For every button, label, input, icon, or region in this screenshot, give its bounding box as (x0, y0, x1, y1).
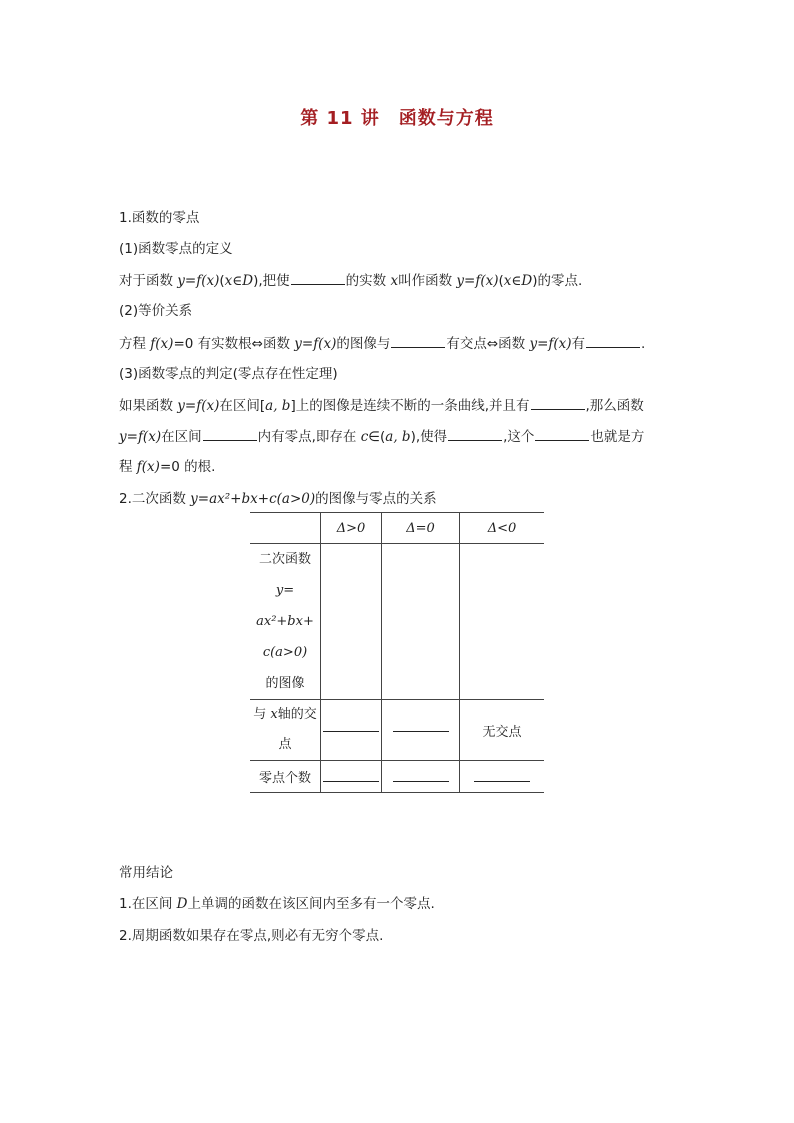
fill-blank (391, 333, 445, 348)
text: 点 (278, 737, 292, 752)
table-header-row (250, 513, 544, 544)
delta-label: Δ<0 (487, 520, 517, 536)
math-expr: f(x) (136, 459, 160, 475)
common-conclusions-heading: 常用结论 (119, 865, 173, 881)
math-expr: c(a>0) (262, 645, 308, 660)
math-expr: y=f(x) (294, 336, 337, 352)
text: 对于函数 (119, 273, 178, 289)
fill-blank (531, 395, 585, 410)
text: 有 (571, 336, 586, 352)
table-row-graph (250, 544, 544, 700)
math-expr: x∈D (224, 273, 254, 289)
section-1-heading: 1.函数的零点 (119, 210, 200, 226)
fill-blank (448, 426, 502, 441)
delta-label: Δ>0 (336, 520, 366, 536)
subsection-equivalence: (2)等价关系 (119, 303, 193, 319)
table-header-cell (321, 513, 382, 544)
subsection-definition: (1)函数零点的定义 (119, 241, 233, 257)
fill-blank (323, 767, 379, 782)
text: 叫作函数 (398, 273, 457, 289)
definition-text (119, 270, 582, 291)
equivalence-text (119, 333, 645, 354)
delta-label: Δ=0 (406, 520, 435, 536)
table-header-cell (382, 513, 460, 544)
math-var: c (360, 429, 369, 445)
math-expr: y=ax²+bx+c(a>0) (190, 491, 316, 507)
text: 在区间 (161, 429, 202, 445)
math-expr: a, b (385, 429, 411, 445)
math-var: x (270, 707, 278, 722)
row-label-line (250, 700, 320, 730)
math-expr: x∈D (503, 273, 533, 289)
text: ),把使 (253, 273, 290, 289)
fill-blank (586, 333, 640, 348)
table-cell (382, 544, 460, 700)
math-expr: y=f(x) (119, 429, 162, 445)
math-var: x (390, 273, 399, 289)
text: 二次函数 (258, 552, 311, 567)
table-row-intersections (250, 700, 544, 761)
text: 的图像与零点的关系 (315, 491, 437, 507)
text: ,这个 (503, 429, 535, 445)
fill-blank (291, 270, 345, 285)
fill-blank (474, 767, 530, 782)
text: ,那么函数 (585, 398, 644, 414)
row-label-intersections (250, 700, 321, 761)
table-cell (321, 544, 382, 700)
text: )的零点. (532, 273, 583, 289)
text: . (641, 336, 646, 352)
page-title: 第 11 讲 函数与方程 (300, 108, 494, 129)
text: 在区间[ (219, 398, 266, 414)
table-cell (382, 761, 460, 793)
theorem-text-line-2 (119, 426, 644, 447)
text: 轴的交 (277, 707, 317, 722)
theorem-text-line-1 (119, 395, 644, 416)
text: 内有零点,即存在 (257, 429, 361, 445)
text: 程 (119, 459, 137, 475)
table-cell (321, 761, 382, 793)
conclusion-2: 2.周期函数如果存在零点,则必有无穷个零点. (119, 928, 384, 944)
math-expr: y=f(x) (177, 273, 220, 289)
table-header-cell (460, 513, 545, 544)
quadratic-zero-table (250, 512, 544, 793)
math-expr: a, b (265, 398, 291, 414)
text: 与 (253, 707, 271, 722)
text: =0 的根. (159, 459, 216, 475)
fill-blank (393, 767, 449, 782)
text: ( (498, 273, 504, 289)
text: 1.在区间 (119, 896, 177, 912)
math-expr: f(x) (150, 336, 174, 352)
math-expr: y=f(x) (456, 273, 499, 289)
math-expr: ax²+bx+ (256, 614, 314, 629)
math-expr: y=f(x) (177, 398, 220, 414)
text: 有交点⇔函数 (446, 336, 530, 352)
math-expr: y=f(x) (529, 336, 572, 352)
text: 如果函数 (119, 398, 178, 414)
text: 的图像与 (336, 336, 391, 352)
math-expr: y= (275, 583, 295, 598)
table-cell (382, 700, 460, 761)
table-cell-no-intersection: 无交点 (460, 700, 545, 761)
theorem-text-line-3 (119, 457, 215, 477)
fill-blank (323, 717, 379, 732)
text: ]上的图像是连续不断的一条曲线,并且有 (290, 398, 530, 414)
text: ( (219, 273, 225, 289)
text: ∈( (368, 429, 386, 445)
fill-blank (393, 717, 449, 732)
table-cell (321, 700, 382, 761)
math-var: D (176, 896, 188, 912)
text: 上单调的函数在该区间内至多有一个零点. (187, 896, 435, 912)
section-2-heading (119, 489, 437, 509)
table-cell (460, 761, 545, 793)
fill-blank (203, 426, 257, 441)
conclusion-1 (119, 894, 435, 914)
table-cell (460, 544, 545, 700)
text: 方程 (119, 336, 151, 352)
text: 2.二次函数 (119, 491, 191, 507)
row-label-zero-count: 零点个数 (250, 761, 321, 793)
fill-blank (535, 426, 589, 441)
row-label-graph (250, 544, 321, 700)
text: =0 有实数根⇔函数 (173, 336, 295, 352)
text: 也就是方 (590, 429, 645, 445)
subsection-existence-theorem: (3)函数零点的判定(零点存在性定理) (119, 366, 338, 382)
text: 的实数 (345, 273, 391, 289)
table-header-cell (250, 513, 321, 544)
text: ),使得 (410, 429, 448, 445)
table-row-zero-count (250, 761, 544, 793)
text: 的图像 (265, 676, 305, 691)
